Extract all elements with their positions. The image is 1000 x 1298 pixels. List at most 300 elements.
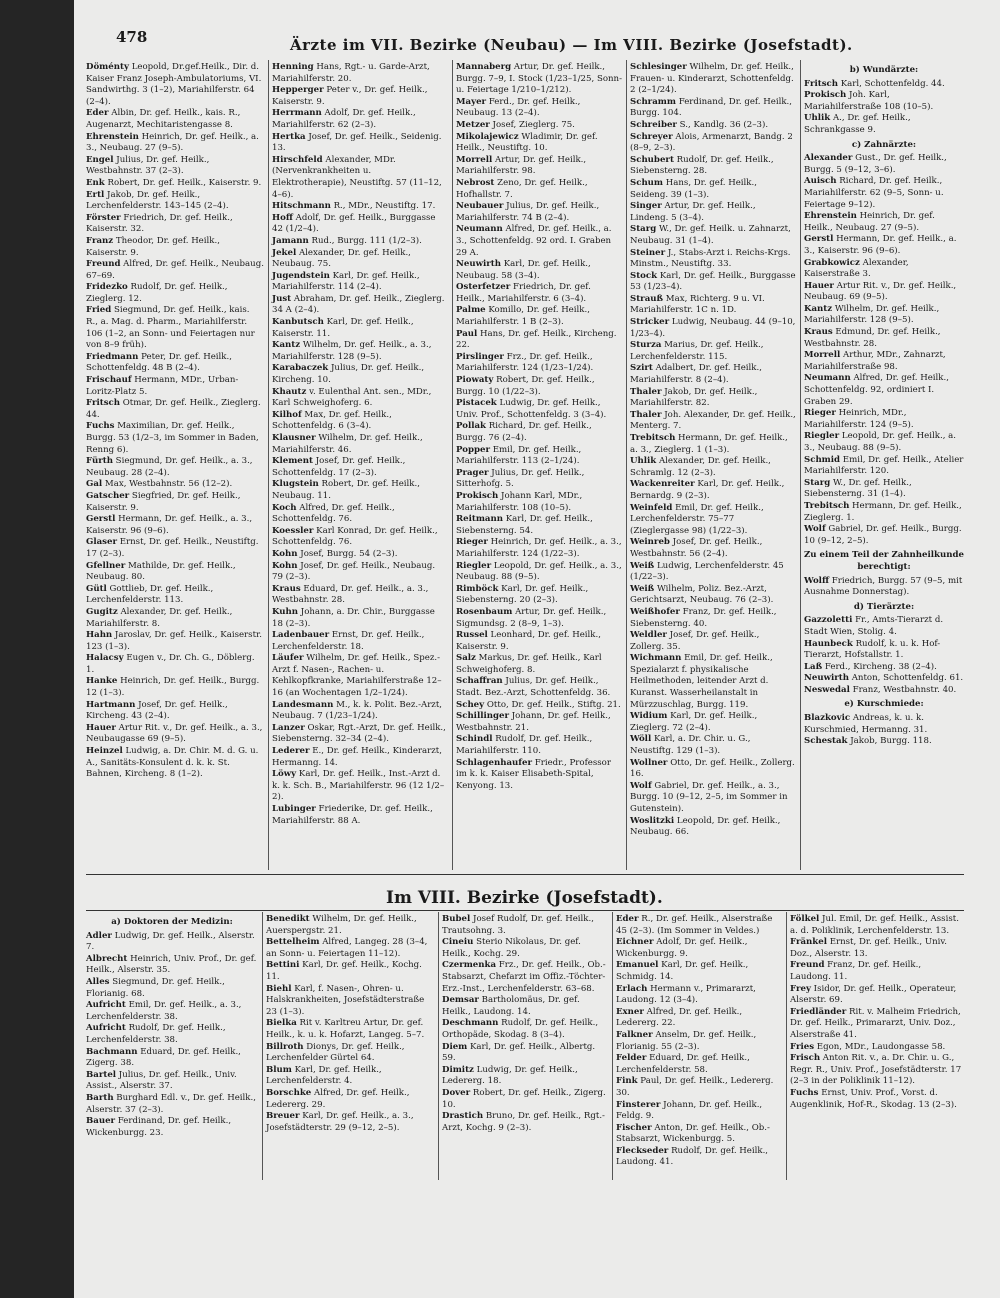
entry-surname: Fritsch — [804, 78, 839, 89]
page-number: 478 — [116, 28, 148, 46]
entry-surname: Jugendstein — [272, 270, 330, 281]
entry-surname: Stock — [630, 270, 658, 281]
directory-entry: Jamann Rud., Burgg. 111 (1/2–3). — [272, 235, 422, 246]
entry-surname: Riegler — [804, 431, 840, 442]
entry-surname: Pirslinger — [456, 351, 504, 362]
directory-entry: Enk Robert, Dr. gef. Heilk., Kaiserstr. 9. — [86, 177, 262, 188]
entry-surname: Eder — [86, 108, 109, 119]
directory-entry: Schmid Emil, Dr. gef. Heilk., Atelier Mariahilferstr. 120. — [804, 454, 964, 477]
directory-entry: Klausner Wilhelm, Dr. gef. Heilk., Mariahilferstr. 46. — [272, 433, 423, 455]
entry-surname: Ehrenstein — [804, 211, 857, 222]
entry-surname: Klement — [272, 456, 313, 467]
directory-entry: Billroth Dionys, Dr. gef. Heilk., Lerchenfelder Gürtel 64. — [266, 1041, 405, 1064]
entry-surname: Borschke — [266, 1087, 312, 1098]
entry-surname: Förster — [86, 212, 121, 223]
directory-entry: Schaffran Julius, Dr. gef. Heilk., Stadt. Bez.-Arzt, Schottenfeldg. 36. — [456, 676, 611, 699]
directory-entry: Pirslinger Frz., Dr. gef. Heilk., Mariahilferstr. 124 (1/23–1/24). — [456, 351, 594, 374]
entry-surname: Schmid — [804, 454, 841, 465]
entry-surname: Wolf — [630, 780, 652, 791]
directory-entry: Glaser Ernst, Dr. gef. Heilk., Neustiftg. 17 (2–3). — [86, 537, 259, 559]
directory-entry: Woslitzki Leopold, Dr. gef. Heilk., Neubaug. 66. — [630, 815, 781, 838]
entry-surname: Blazkovic — [804, 713, 851, 724]
entry-surname: Szirt — [630, 363, 653, 374]
entry-surname: Hauer — [804, 280, 834, 291]
directory-entry: Popper Emil, Dr. gef. Heilk., Mariahilferstr. 113 (2–1/24). — [456, 444, 582, 467]
entry-surname: Wöll — [630, 734, 652, 745]
directory-entry: Döménty Leopold, Dr.gef.Heilk., Dir. d. Kaiser Franz Joseph-Ambulatoriums, VI. Sandwirthg. 3 (1–2), Mariahilferstr. 64 (2–4). — [86, 62, 262, 107]
entry-surname: Diem — [442, 1041, 468, 1052]
entry-surname: Mannaberg — [456, 62, 512, 72]
directory-entry: Förster Friedrich, Dr. gef. Heilk., Kaiserstr. 32. — [86, 212, 233, 235]
directory-entry: Russel Leonhard, Dr. gef. Heilk., Kaiserstr. 9. — [456, 630, 601, 652]
entry-surname: Just — [272, 293, 292, 304]
directory-entry: Schramm Ferdinand, Dr. gef. Heilk., Burgg. 104. — [630, 96, 792, 119]
directory-entry: Läufer Wilhelm, Dr. gef. Heilk., Spez.-Arzt f. Nasen-, Rachen- u. Kehlkopfkranke, Mariahilferstraße 12–16 (an Wochentagen 1/2–1/24). — [272, 653, 442, 699]
directory-entry: Nebrost Zeno, Dr. gef. Heilk., Hofhallstr. 7. — [456, 177, 588, 200]
directory-entry: Bartel Julius, Dr. gef. Heilk., Univ. Assist., Alserstr. 37. — [86, 1069, 237, 1092]
entry-surname: Deschmann — [442, 1018, 499, 1029]
entry-surname: Paul — [456, 328, 478, 339]
entry-surname: Jamann — [272, 235, 309, 246]
entry-surname: Auisch — [804, 176, 837, 187]
entry-surname: Gerstl — [86, 514, 116, 525]
entry-surname: Fischer — [616, 1122, 652, 1133]
directory-entry: Gfellner Mathilde, Dr. gef. Heilk., Neubaug. 80. — [86, 560, 236, 583]
entry-surname: Rieger — [804, 408, 836, 419]
directory-entry: Schindl Rudolf, Dr. gef. Heilk., Mariahilferstr. 110. — [456, 734, 593, 757]
directory-entry: Metzer Josef, Zieglerg. 75. — [456, 119, 575, 130]
directory-entry: Demsar Bartholomäus, Dr. gef. Heilk., Laudong. 14. — [442, 995, 580, 1017]
directory-entry: Engel Julius, Dr. gef. Heilk., Westbahnstr. 37 (2–3). — [86, 154, 210, 177]
entry-surname: Wolff — [804, 575, 830, 586]
entry-surname: Schaffran — [456, 676, 503, 687]
entry-surname: Bachmann — [86, 1046, 138, 1057]
upper-column-3 — [456, 62, 622, 792]
entry-surname: Widium — [630, 711, 668, 722]
entry-surname: Schreyer — [630, 131, 673, 142]
entry-surname: Gfellner — [86, 560, 126, 571]
directory-entry: Lederer E., Dr. gef. Heilk., Kinderarzt, Hermanng. 14. — [272, 746, 442, 768]
entry-surname: Jekel — [272, 247, 297, 258]
entry-surname: Neumann — [804, 373, 851, 384]
entry-surname: Bettini — [266, 960, 300, 971]
entry-surname: Löwy — [272, 769, 297, 780]
entry-surname: Friedländer — [790, 1006, 847, 1017]
section-header: Zu einem Teil der Zahnheilkunde berechtigt: — [804, 550, 964, 572]
entry-surname: Starg — [630, 224, 657, 235]
entry-surname: Wichmann — [630, 653, 682, 664]
entry-surname: Thaler — [630, 409, 662, 420]
entry-surname: Schramm — [630, 96, 676, 107]
directory-entry: Morrell Arthur, MDr., Zahnarzt, Mariahilferstraße 98. — [804, 350, 946, 372]
entry-surname: Bettelheim — [266, 937, 320, 948]
directory-entry: Kohn Josef, Dr. gef. Heilk., Neubaug. 79 (2–3). — [272, 560, 436, 583]
directory-entry: Prokisch Johann Karl, MDr., Mariahilferstr. 108 (10–5). — [456, 490, 583, 513]
directory-entry: Aufricht Rudolf, Dr. gef. Heilk., Lerchenfelderstr. 38. — [86, 1023, 226, 1045]
entry-surname: Kraus — [804, 327, 833, 338]
directory-entry: Weißhofer Franz, Dr. gef. Heilk., Siebensterng. 40. — [630, 606, 777, 629]
directory-entry: Uhlik Alexander, Dr. gef. Heilk., Schramlg. 12 (2–3). — [630, 456, 771, 478]
directory-entry: Lanzer Oskar, Rgt.-Arzt, Dr. gef. Heilk., Siebensterng. 32–34 (2–4). — [272, 722, 446, 745]
entry-surname: Herrmann — [272, 108, 322, 119]
directory-entry: Stock Karl, Dr. gef. Heilk., Burggasse 53 (1/23–4). — [630, 270, 796, 293]
section-rule — [86, 910, 964, 911]
directory-entry: Prager Julius, Dr. gef. Heilk., Sitterhofg. 5. — [456, 467, 585, 490]
entry-surname: Bubel — [442, 914, 471, 924]
directory-entry: Kohn Josef, Burgg. 54 (2–3). — [272, 548, 398, 559]
directory-entry: Hirschfeld Alexander, MDr. (Nervenkrankheiten u. Elektrotherapie), Neustiftg. 57 (11–12, 4–6). — [272, 154, 442, 200]
entry-surname: Czermenka — [442, 960, 497, 971]
directory-entry: Rimböck Karl, Dr. gef. Heilk., Siebensterng. 20 (2–3). — [456, 583, 589, 606]
entry-surname: Osterfetzer — [456, 282, 511, 293]
directory-entry: Bettini Karl, Dr. gef. Heilk., Kochg. 11. — [266, 960, 422, 982]
entry-surname: Gütl — [86, 583, 107, 594]
directory-entry: Thaler Jakob, Dr. gef. Heilk., Mariahilferstr. 82. — [630, 386, 758, 409]
entry-surname: Uhlik — [804, 113, 831, 124]
directory-entry: Ertl Jakob, Dr. gef. Heilk., Lerchenfelderstr. 143–145 (2–4). — [86, 189, 229, 212]
directory-entry: Weinreb Josef, Dr. gef. Heilk., Westbahnstr. 56 (2–4). — [630, 537, 763, 559]
column-divider — [626, 60, 627, 870]
entry-surname: Mikolajewicz — [456, 131, 519, 142]
entry-surname: Aufricht — [86, 1000, 126, 1011]
directory-entry: Rosenbaum Artur, Dr. gef. Heilk., Sigmundsg. 2 (8–9, 1–3). — [456, 606, 607, 629]
entry-surname: Prokisch — [804, 90, 847, 101]
directory-entry: Fries Egon, MDr., Laudongasse 58. — [790, 1041, 946, 1052]
entry-surname: Fridezko — [86, 282, 128, 293]
directory-entry: Neubauer Julius, Dr. gef. Heilk., Mariahilferstr. 74 B (2–4). — [456, 201, 600, 223]
entry-surname: Dover — [442, 1087, 471, 1098]
directory-entry: Adler Ludwig, Dr. gef. Heilk., Alserstr. 7. — [86, 930, 255, 953]
entry-surname: Schlesinger — [630, 62, 687, 72]
entry-surname: Gerstl — [804, 234, 834, 245]
directory-entry: Ehrenstein Heinrich, Dr. gef. Heilk., a. 3., Neubaug. 27 (9–5). — [86, 131, 259, 154]
entry-surname: Popper — [456, 444, 490, 455]
column-divider — [612, 912, 613, 1180]
directory-entry: Uhlik A., Dr. gef. Heilk., Schrankgasse 9. — [804, 113, 911, 135]
directory-entry: Kantz Wilhelm, Dr. gef. Heilk., Mariahilferstr. 128 (9–5). — [804, 303, 940, 326]
directory-entry: Reitmann Karl, Dr. gef. Heilk., Siebensterng. 54. — [456, 514, 593, 536]
directory-entry: Strauß Max, Richterg. 9 u. VI. Mariahilferstr. 1C n. 1D. — [630, 293, 765, 316]
entry-surname: Enk — [86, 177, 105, 188]
entry-surname: Steiner — [630, 247, 666, 258]
directory-entry: Dover Robert, Dr. gef. Heilk., Zigerg. 10. — [442, 1087, 606, 1110]
directory-entry: Karabaczek Julius, Dr. gef. Heilk., Kircheng. 10. — [272, 363, 425, 386]
directory-entry: Bachmann Eduard, Dr. gef. Heilk., Zigerg. 38. — [86, 1046, 241, 1069]
entry-surname: Demsar — [442, 995, 479, 1006]
directory-entry: Fürth Siegmund, Dr. gef. Heilk., a. 3., Neubaug. 28 (2–4). — [86, 456, 253, 478]
section-header: d) Tierärzte: — [853, 601, 915, 612]
entry-surname: Hertka — [272, 131, 306, 142]
directory-entry: Weldler Josef, Dr. gef. Heilk., Zollerg. 35. — [630, 630, 760, 652]
directory-entry: Emanuel Karl, Dr. gef. Heilk., Schmidg. 14. — [616, 960, 749, 982]
entry-surname: Neuwirth — [456, 259, 501, 270]
directory-entry: Alexander Gust., Dr. gef. Heilk., Burgg. 5 (9–12, 3–6). — [804, 153, 947, 175]
directory-entry: Hitschmann R., MDr., Neustiftg. 17. — [272, 201, 436, 212]
directory-entry: Gugitz Alexander, Dr. gef. Heilk., Mariahilferstr. 8. — [86, 606, 233, 629]
entry-surname: Weinreb — [630, 537, 670, 548]
directory-entry: Aufricht Emil, Dr. gef. Heilk., a. 3., Lerchenfelderstr. 38. — [86, 1000, 242, 1022]
entry-surname: Riegler — [456, 560, 492, 571]
directory-entry: Osterfetzer Friedrich, Dr. gef. Heilk., Mariahilferstr. 6 (3–4). — [456, 282, 591, 304]
entry-surname: Franz — [86, 235, 114, 246]
entry-surname: Prager — [456, 467, 489, 478]
entry-surname: Pistacek — [456, 398, 497, 409]
entry-surname: Frey — [790, 983, 811, 994]
entry-surname: Singer — [630, 201, 662, 212]
directory-entry: Lubinger Friederike, Dr. gef. Heilk., Mariahilferstr. 88 A. — [272, 804, 433, 826]
entry-surname: Wackenreiter — [630, 479, 695, 490]
entry-surname: Engel — [86, 154, 114, 165]
entry-surname: Kohn — [272, 560, 298, 571]
directory-entry: Piowaty Robert, Dr. gef. Heilk., Burgg. 10 (1/22–3). — [456, 375, 595, 397]
directory-entry: Grabkowicz Alexander, Kaiserstraße 3. — [804, 257, 909, 280]
directory-entry: Hepperger Peter v., Dr. gef. Heilk., Kaiserstr. 9. — [272, 85, 428, 107]
directory-entry: Landesmann M., k. k. Polit. Bez.-Arzt, Neubaug. 7 (1/23–1/24). — [272, 699, 443, 722]
directory-entry: Fränkel Ernst, Dr. gef. Heilk., Univ. Doz., Alserstr. 13. — [790, 937, 947, 959]
directory-entry: Mikolajewicz Wladimir, Dr. gef. Heilk., Neustiftg. 10. — [456, 131, 598, 154]
directory-entry: Hauer Artur Rit. v., Dr. gef. Heilk., Neubaug. 69 (9–5). — [804, 280, 957, 303]
entry-surname: Sturza — [630, 340, 662, 351]
directory-entry: Koch Alfred, Dr. gef. Heilk., Schottenfeldg. 76. — [272, 502, 395, 525]
lower-column-4 — [616, 914, 782, 1169]
directory-entry: Diem Karl, Dr. gef. Heilk., Albertg. 59. — [442, 1041, 596, 1064]
directory-entry: Franz Theodor, Dr. gef. Heilk., Kaiserstr. 9. — [86, 235, 220, 258]
entry-surname: Uhlik — [630, 456, 657, 467]
directory-entry: Fritsch Otmar, Dr. gef. Heilk., Zieglerg. 44. — [86, 398, 261, 420]
entry-surname: Emanuel — [616, 960, 659, 971]
directory-entry: Neuwirth Anton, Schottenfeldg. 61. — [804, 673, 964, 684]
directory-entry: Wollner Otto, Dr. gef. Heilk., Zollerg. 16. — [630, 757, 795, 780]
directory-entry: Herrmann Adolf, Dr. gef. Heilk., Mariahilferstr. 62 (2–3). — [272, 108, 416, 130]
directory-entry: Deschmann Rudolf, Dr. gef. Heilk., Orthopäde, Skodag. 8 (3–4). — [442, 1018, 599, 1040]
directory-entry: Alles Siegmund, Dr. gef. Heilk., Florianig. 68. — [86, 976, 225, 999]
directory-entry: Neumann Alfred, Dr. gef. Heilk., Schottenfeldg. 92, ordiniert I. Graben 29. — [804, 373, 949, 407]
entry-surname: Gatscher — [86, 490, 130, 501]
directory-entry: Albrecht Heinrich, Univ. Prof., Dr. gef. Heilk., Alserstr. 35. — [86, 953, 257, 976]
directory-entry: Just Abraham, Dr. gef. Heilk., Zieglerg. 34 A (2–4). — [272, 293, 445, 316]
entry-surname: Neswedal — [804, 684, 850, 695]
directory-entry: Wackenreiter Karl, Dr. gef. Heilk., Bernardg. 9 (2–3). — [630, 479, 785, 501]
directory-entry: Wolf Gabriel, Dr. gef. Heilk., Burgg. 10 (9–12, 2–5). — [804, 524, 962, 546]
entry-surname: Bielka — [266, 1018, 297, 1029]
entry-surname: Glaser — [86, 537, 118, 548]
entry-surname: Ertl — [86, 189, 105, 200]
directory-entry: Gerstl Hermann, Dr. gef. Heilk., a. 3., Kaiserstr. 96 (9–6). — [86, 514, 253, 536]
entry-surname: Wolf — [804, 524, 826, 535]
entry-surname: Weißhofer — [630, 606, 680, 617]
directory-entry: Blum Karl, Dr. gef. Heilk., Lerchenfelderstr. 4. — [266, 1064, 382, 1087]
directory-entry: Frischauf Hermann, MDr., Urban-Loritz-Platz 5. — [86, 375, 239, 397]
entry-surname: Fritsch — [86, 398, 121, 409]
directory-entry: Rieger Heinrich, Dr. gef. Heilk., a. 3., Mariahilferstr. 124 (1/22–3). — [456, 537, 622, 559]
directory-entry: Weiß Wilhelm, Poliz. Bez.-Arzt, Gerichtsarzt, Neubaug. 76 (2–3). — [630, 583, 774, 606]
entry-surname: Neumann — [456, 224, 503, 235]
directory-entry: Friedländer Rit. v. Malheim Friedrich, Dr. gef. Heilk., Primararzt, Univ. Doz., Alserstraße 41. — [790, 1006, 961, 1040]
entry-surname: Schestak — [804, 736, 848, 747]
entry-surname: Schillinger — [456, 711, 509, 722]
section-rule — [86, 874, 964, 875]
entry-surname: Koch — [272, 502, 297, 513]
directory-entry: Wichmann Emil, Dr. gef. Heilk., Spezialarzt f. physikalische Heilmethoden, leitender Arzt d. Kuranst. Wasserheilanstalt in Mürzzuschlag, Burgg. 119. — [630, 653, 773, 710]
directory-entry: Kanbutsch Karl, Dr. gef. Heilk., Kaiserstr. 11. — [272, 317, 414, 339]
entry-surname: Eichner — [616, 937, 654, 948]
entry-surname: Kanbutsch — [272, 317, 324, 328]
entry-surname: Khautz — [272, 386, 307, 397]
directory-entry: Kantz Wilhelm, Dr. gef. Heilk., a. 3., Mariahilferstr. 128 (9–5). — [272, 340, 432, 362]
directory-entry: Schreyer Alois, Armenarzt, Bandg. 2 (8–9, 2–3). — [630, 131, 793, 154]
entry-surname: Kohn — [272, 548, 298, 559]
directory-entry: Schillinger Johann, Dr. gef. Heilk., Westbahnstr. 21. — [456, 711, 611, 733]
entry-surname: Rimböck — [456, 583, 499, 594]
entry-surname: Fölkel — [790, 914, 820, 924]
directory-entry: Henning Hans, Rgt.- u. Garde-Arzt, Mariahilferstr. 20. — [272, 62, 430, 84]
directory-entry: Morrell Artur, Dr. gef. Heilk., Mariahilferstr. 98. — [456, 154, 587, 177]
entry-surname: Klugstein — [272, 479, 319, 490]
directory-entry: Khautz v. Eulenthal Ant. sen., MDr., Karl Schweighoferg. 6. — [272, 386, 432, 409]
entry-surname: Salz — [456, 653, 476, 664]
entry-surname: Ladenbauer — [272, 630, 330, 641]
lower-column-1 — [86, 914, 258, 1139]
directory-entry: Ladenbauer Ernst, Dr. gef. Heilk., Lerchenfelderstr. 18. — [272, 630, 425, 652]
directory-entry: Klugstein Robert, Dr. gef. Heilk., Neubaug. 11. — [272, 479, 420, 501]
directory-entry: Rieger Heinrich, MDr., Mariahilferstr. 124 (9–5). — [804, 408, 914, 430]
directory-entry: Koessler Karl Konrad, Dr. gef. Heilk., Schottenfeldg. 76. — [272, 525, 438, 548]
entry-surname: Lanzer — [272, 722, 305, 733]
entry-surname: Fries — [790, 1041, 815, 1052]
directory-entry: Auisch Richard, Dr. gef. Heilk., Mariahilferstr. 62 (9–5, Sonn- u. Feiertage 9–12). — [804, 176, 944, 210]
entry-surname: Heinzel — [86, 746, 123, 757]
directory-entry: Hertka Josef, Dr. gef. Heilk., Seidenig. 13. — [272, 131, 442, 154]
entry-surname: Schey — [456, 699, 485, 710]
entry-surname: Morrell — [804, 350, 841, 361]
entry-surname: Henning — [272, 62, 314, 72]
directory-entry: Heinzel Ludwig, a. Dr. Chir. M. d. G. u. A., Sanitäts-Konsulent d. k. k. St. Bahnen, Kircheng. 8 (1–2). — [86, 746, 259, 780]
entry-surname: Felder — [616, 1053, 647, 1064]
entry-surname: Lederer — [272, 746, 310, 757]
directory-entry: Hanke Heinrich, Dr. gef. Heilk., Burgg. 12 (1–3). — [86, 676, 260, 699]
directory-entry: Bauer Ferdinand, Dr. gef. Heilk., Wickenburgg. 23. — [86, 1116, 232, 1138]
entry-surname: Rosenbaum — [456, 606, 513, 617]
upper-column-1 — [86, 62, 264, 781]
entry-surname: Adler — [86, 930, 112, 941]
directory-entry: Kuhn Johann, a. Dr. Chir., Burggasse 18 (2–3). — [272, 606, 435, 629]
entry-surname: Bartel — [86, 1069, 117, 1080]
entry-surname: Friedmann — [86, 351, 139, 362]
entry-surname: Karabaczek — [272, 363, 329, 374]
directory-entry: Singer Artur, Dr. gef. Heilk., Lindeng. 5 (3–4). — [630, 201, 756, 223]
entry-surname: Falkner — [616, 1029, 653, 1040]
entry-surname: Breuer — [266, 1111, 300, 1122]
directory-entry: Riegler Leopold, Dr. gef. Heilk., a. 3., Neubaug. 88 (9–5). — [804, 431, 957, 453]
entry-surname: Hahn — [86, 630, 113, 641]
entry-surname: Morrell — [456, 154, 493, 165]
entry-surname: Alles — [86, 976, 110, 987]
directory-entry: Benedikt Wilhelm, Dr. gef. Heilk., Auerspergstr. 21. — [266, 914, 417, 936]
directory-entry: Fleckseder Rudolf, Dr. gef. Heilk., Laudong. 41. — [616, 1145, 769, 1168]
entry-surname: Reitmann — [456, 514, 504, 525]
section-header: a) Doktoren der Medizin: — [111, 917, 233, 927]
entry-surname: Erlach — [616, 983, 648, 994]
directory-entry: Palme Komillo, Dr. gef. Heilk., Mariahilferstr. 1 B (2–3). — [456, 305, 590, 328]
entry-surname: Trebitsch — [804, 500, 850, 511]
directory-entry: Löwy Karl, Dr. gef. Heilk., Inst.-Arzt d. k. k. Sch. B., Mariahilferstr. 96 (12 1/2–2). — [272, 769, 445, 803]
directory-entry: Klement Josef, Dr. gef. Heilk., Schottenfeldg. 17 (2–3). — [272, 456, 406, 478]
directory-entry: Schum Hans, Dr. gef. Heilk., Seideng. 39 (1–3). — [630, 177, 757, 200]
entry-surname: Trebitsch — [630, 433, 676, 443]
entry-surname: Kantz — [804, 303, 833, 314]
entry-surname: Grabkowicz — [804, 257, 860, 268]
section-header: c) Zahnärzte: — [851, 139, 917, 150]
entry-surname: Fink — [616, 1076, 638, 1087]
entry-surname: Wollner — [630, 757, 668, 768]
directory-entry: Czermenka Frz., Dr. gef. Heilk., Ob.-Stabsarzt, Chefarzt im Offiz.-Töchter-Erz.-Inst., Lerchenfelderstr. 63–68. — [442, 960, 606, 994]
directory-entry: Drastich Bruno, Dr. gef. Heilk., Rgt.-Arzt, Kochg. 9 (2–3). — [442, 1111, 605, 1133]
directory-entry: Gerstl Hermann, Dr. gef. Heilk., a. 3., Kaiserstr. 96 (9–6). — [804, 234, 957, 256]
directory-entry: Kraus Eduard, Dr. gef. Heilk., a. 3., Westbahnstr. 28. — [272, 583, 429, 606]
directory-entry: Frey Isidor, Dr. gef. Heilk., Operateur, Alserstr. 69. — [790, 983, 957, 1006]
directory-entry: Trebitsch Hermann, Dr. gef. Heilk., Zieglerg. 1. — [804, 500, 962, 523]
directory-entry: Hartmann Josef, Dr. gef. Heilk., Kircheng. 43 (2–4). — [86, 699, 228, 722]
directory-entry: Jugendstein Karl, Dr. gef. Heilk., Mariahilferstr. 114 (2–4). — [272, 270, 420, 293]
directory-entry: Schey Otto, Dr. gef. Heilk., Stiftg. 21. — [456, 699, 621, 710]
entry-surname: Kantz — [272, 340, 301, 351]
directory-entry: Laß Ferd., Kircheng. 38 (2–4). — [804, 661, 937, 672]
entry-surname: Fried — [86, 305, 112, 316]
directory-entry: Mayer Ferd., Dr. gef. Heilk., Neubaug. 13 (2–4). — [456, 96, 581, 119]
directory-entry: Borschke Alfred, Dr. gef. Heilk., Ledererg. 29. — [266, 1087, 410, 1110]
entry-surname: Blum — [266, 1064, 292, 1075]
directory-entry: Trebitsch Hermann, Dr. gef. Heilk., a. 3., Zieglerg. 1 (1–3). — [630, 433, 788, 455]
directory-entry: Erlach Hermann v., Primararzt, Laudong. 12 (3–4). — [616, 983, 756, 1006]
entry-surname: Thaler — [630, 386, 662, 397]
directory-entry: Fuchs Ernst, Univ. Prof., Vorst. d. Augenklinik, Hof-R., Skodag. 13 (2–3). — [790, 1087, 957, 1110]
upper-column-5 — [804, 62, 964, 748]
entry-surname: Lubinger — [272, 804, 316, 814]
directory-entry: Schlagenhaufer Friedr., Professor im k. k. Kaiser Elisabeth-Spital, Kenyong. 13. — [456, 757, 611, 791]
directory-entry: Neuwirth Karl, Dr. gef. Heilk., Neubaug. 58 (3–4). — [456, 259, 591, 281]
directory-entry: Schlesinger Wilhelm, Dr. gef. Heilk., Frauen- u. Kinderarzt, Schottenfeldg. 2 (2–1/24). — [630, 62, 794, 96]
entry-surname: Fürth — [86, 456, 113, 467]
entry-surname: Landesmann — [272, 699, 334, 710]
directory-entry: Frisch Anton Rit. v., a. Dr. Chir. u. G., Regr. R., Univ. Prof., Josefstädterstr. 17 (2–3 in der Poliklinik 11–12). — [790, 1053, 962, 1087]
directory-entry: Freund Franz, Dr. gef. Heilk., Laudong. 11. — [790, 960, 922, 982]
column-divider — [262, 912, 263, 1180]
entry-surname: Woslitzki — [630, 815, 675, 826]
directory-entry: Fölkel Jul. Emil, Dr. gef. Heilk., Assist. a. d. Poliklinik, Lerchenfelderstr. 13. — [790, 914, 959, 936]
entry-surname: Klausner — [272, 433, 316, 443]
directory-entry: Cineiu Sterio Nikolaus, Dr. gef. Heilk., Kochg. 29. — [442, 937, 581, 959]
entry-surname: Hitschmann — [272, 201, 331, 212]
directory-entry: Bielka Rit v. Karltreu Artur, Dr. gef. Heilk., k. u. k. Hofarzt, Langeg. 5–7. — [266, 1018, 425, 1040]
directory-entry: Friedmann Peter, Dr. gef. Heilk., Schottenfeldg. 48 B (2–4). — [86, 351, 232, 374]
directory-entry: Dimitz Ludwig, Dr. gef. Heilk., Ledererg. 18. — [442, 1064, 578, 1087]
entry-surname: Ehrenstein — [86, 131, 139, 142]
directory-entry: Wolff Friedrich, Burgg. 57 (9–5, mit Ausnahme Donnerstag). — [804, 575, 963, 598]
directory-entry: Weiß Ludwig, Lerchenfelderstr. 45 (1/22–3). — [630, 560, 784, 583]
running-head: Ärzte im VII. Bezirke (Neubau) — Im VIII. Bezirke (Josefstadt). — [290, 36, 853, 54]
directory-entry: Riegler Leopold, Dr. gef. Heilk., a. 3., Neubaug. 88 (9–5). — [456, 560, 622, 583]
entry-surname: Hirschfeld — [272, 154, 323, 165]
directory-entry: Hoff Adolf, Dr. gef. Heilk., Burggasse 42 (1/2–4). — [272, 212, 436, 235]
entry-surname: Exner — [616, 1006, 644, 1017]
directory-entry: Blazkovic Andreas, k. u. k. Kurschmied, Hermanng. 31. — [804, 713, 928, 735]
entry-surname: Gal — [86, 479, 103, 490]
directory-entry: Schreiber S., Kandlg. 36 (2–3). — [630, 119, 769, 130]
entry-surname: Piowaty — [456, 375, 494, 386]
entry-surname: Hepperger — [272, 85, 324, 96]
entry-surname: Döménty — [86, 62, 129, 72]
entry-surname: Weiß — [630, 560, 655, 571]
